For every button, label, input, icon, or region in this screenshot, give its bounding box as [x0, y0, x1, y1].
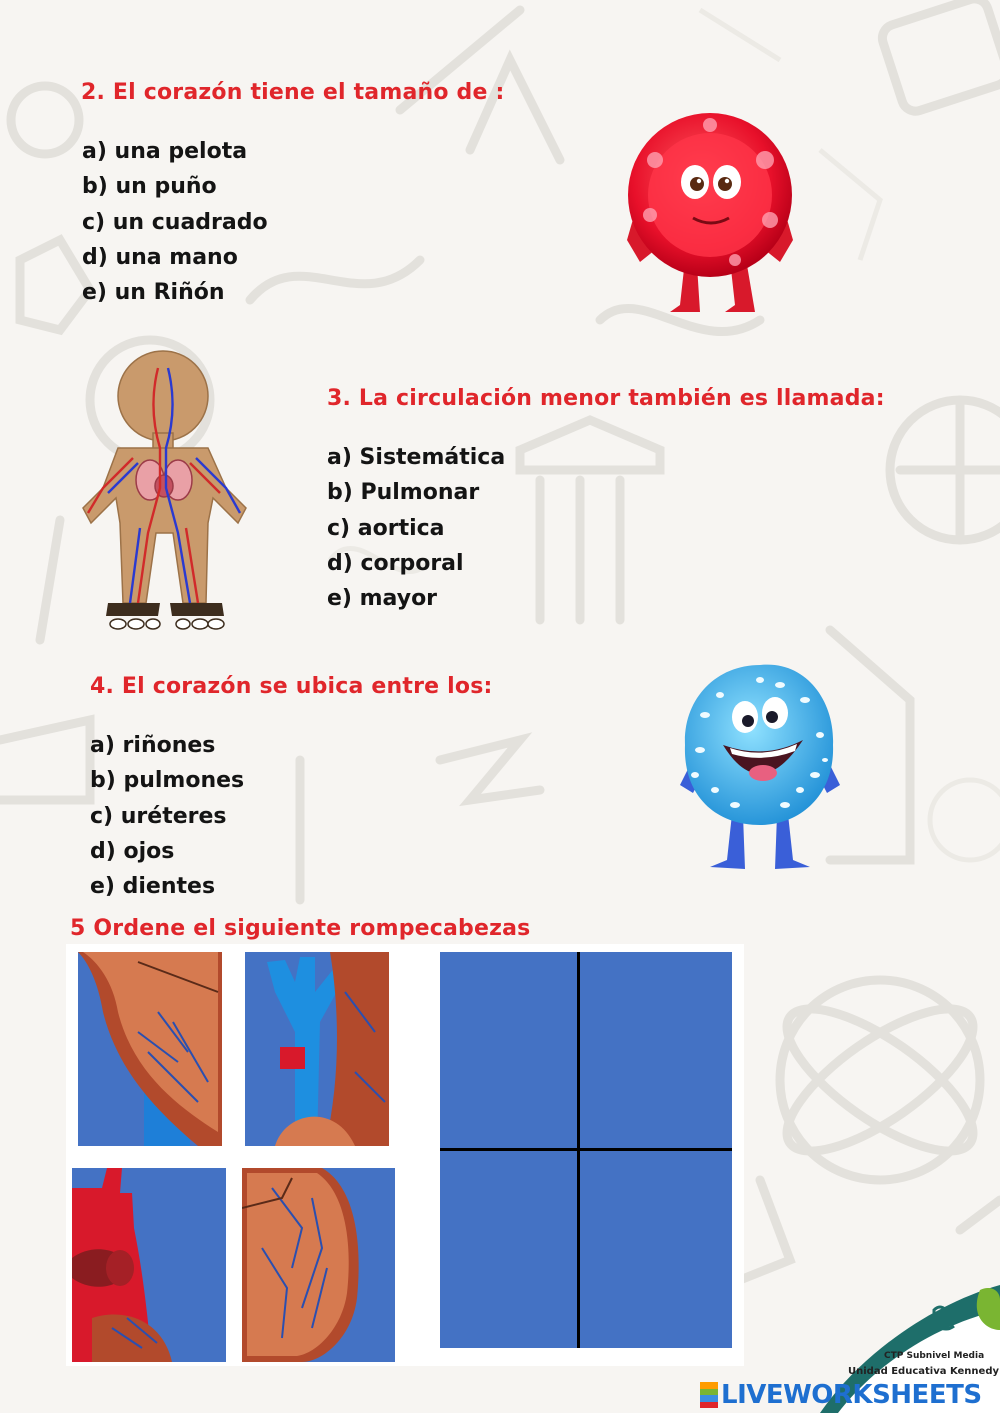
question-2-options: [82, 134, 268, 310]
watermark-text: LIVEWORKSHEETS: [721, 1380, 982, 1410]
live-badge-icon: [700, 1382, 718, 1408]
heart-fragment-image: [242, 1168, 395, 1362]
heart-fragment-image: [78, 952, 222, 1146]
question-3-options: [327, 440, 505, 616]
footer-line-2: Unidad Educativa Kennedy: [848, 1366, 1000, 1377]
question-4-options: [90, 728, 244, 904]
school-logo-icon: [928, 1300, 964, 1336]
question-2-option-a[interactable]: a) una pelota: [82, 139, 248, 164]
heart-fragment-image: [72, 1168, 226, 1362]
puzzle-piece-1[interactable]: [78, 952, 222, 1146]
question-4-option-c[interactable]: c) uréteres: [90, 803, 227, 829]
question-2-option-d[interactable]: d) una mano: [82, 244, 238, 270]
puzzle-piece-2[interactable]: [245, 952, 389, 1146]
question-5-title: 5 Ordene el siguiente rompecabezas: [70, 916, 531, 941]
question-3-option-d[interactable]: d) corporal: [327, 550, 464, 576]
circulatory-system-figure: [78, 348, 258, 633]
question-3-option-c[interactable]: c) aortica: [327, 515, 445, 541]
puzzle-slot-2[interactable]: [580, 952, 732, 1149]
puzzle-piece-3[interactable]: [72, 1168, 226, 1362]
puzzle-piece-4[interactable]: [242, 1168, 395, 1362]
question-3-option-a[interactable]: a) Sistemática: [327, 445, 506, 470]
question-4-option-a[interactable]: a) riñones: [90, 733, 216, 758]
liveworksheets-watermark: [700, 1380, 982, 1410]
puzzle-slot-4[interactable]: [580, 1151, 732, 1348]
question-4-option-b[interactable]: b) pulmones: [90, 768, 245, 794]
puzzle-board-divider-horizontal: [440, 1148, 732, 1151]
puzzle-slot-3[interactable]: [440, 1151, 577, 1348]
question-4-option-e[interactable]: e) dientes: [90, 874, 216, 900]
question-2-option-c[interactable]: c) un cuadrado: [82, 209, 268, 235]
red-blood-cell-character: [615, 100, 805, 325]
question-3-option-b[interactable]: b) Pulmonar: [327, 480, 480, 506]
blue-germ-character: [675, 655, 845, 880]
question-3-option-e[interactable]: e) mayor: [327, 586, 438, 612]
question-2-option-e[interactable]: e) un Riñón: [82, 280, 225, 306]
question-2-option-b[interactable]: b) un puño: [82, 174, 217, 200]
question-2-title: 2. El corazón tiene el tamaño de :: [81, 80, 505, 105]
puzzle-slot-1[interactable]: [440, 952, 577, 1149]
question-4-option-d[interactable]: d) ojos: [90, 838, 175, 864]
question-3-title: 3. La circulación menor también es llamada:: [327, 386, 885, 411]
heart-fragment-image: [245, 952, 389, 1146]
footer-line-1: CTP Subnivel Media: [884, 1351, 985, 1361]
question-4-title: 4. El corazón se ubica entre los:: [90, 674, 493, 699]
